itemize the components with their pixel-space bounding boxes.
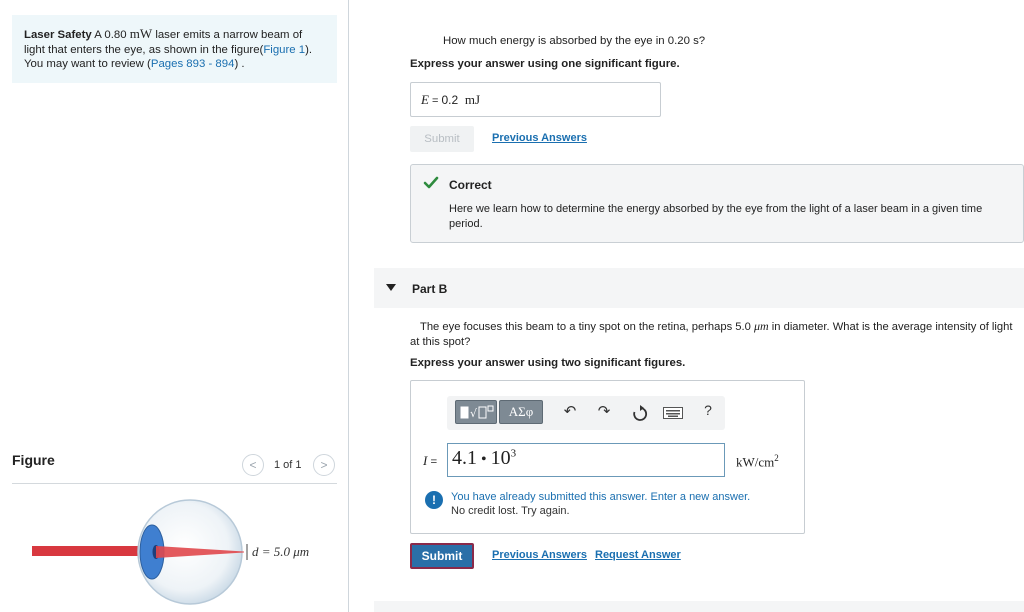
collapse-caret-icon[interactable] — [386, 284, 396, 291]
prev-figure-button[interactable]: < — [242, 454, 264, 476]
figure-title: Figure — [12, 452, 55, 468]
question-text: The eye focuses this beam to a tiny spot on the retina, perhaps 5.0 — [420, 321, 754, 333]
request-answer-link[interactable]: Request Answer — [595, 549, 681, 561]
reset-icon[interactable] — [631, 405, 649, 423]
intensity-unit — [736, 453, 779, 470]
unit-text: kW/cm — [736, 454, 775, 470]
part-b-header[interactable] — [374, 268, 1024, 308]
undo-icon[interactable]: ↶ — [563, 403, 577, 420]
alert-icon: ! — [425, 491, 443, 509]
answer-mantissa: 4.1 — [452, 447, 477, 469]
intensity-answer-input[interactable] — [447, 443, 725, 477]
figure-link[interactable]: Figure 1 — [263, 43, 306, 56]
part-b-instruction: Express your answer using two significant figures. — [410, 357, 686, 369]
part-b-question — [410, 319, 1022, 349]
laser-beam — [32, 546, 140, 556]
feedback-body: Here we learn how to determine the energy absorbed by the eye from the light of a laser beam in a given time period. — [449, 203, 983, 230]
warning-detail: No credit lost. Try again. — [451, 505, 570, 517]
next-figure-button[interactable]: > — [313, 454, 335, 476]
equals-sign: = — [427, 456, 438, 468]
warning-message: You have already submitted this answer. Enter a new answer. — [451, 491, 751, 503]
intro-text: A 0.80 — [91, 29, 130, 41]
intensity-label — [423, 453, 437, 469]
part-b-label: Part B — [412, 282, 448, 296]
math-toolbar — [447, 396, 725, 430]
answer-editor — [410, 380, 805, 534]
part-a-answer-field — [410, 82, 661, 117]
answer-exponent: 3 — [510, 447, 517, 460]
help-icon[interactable]: ? — [704, 402, 712, 418]
part-a-previous-answers-link[interactable]: Previous Answers — [492, 132, 587, 144]
page-indicator: 1 of 1 — [274, 459, 302, 471]
part-a-question: How much energy is absorbed by the eye in 0.20 s? — [443, 35, 706, 47]
part-b-previous-answers-link[interactable]: Previous Answers — [492, 549, 587, 561]
energy-variable: E — [421, 92, 429, 107]
svg-text:√: √ — [470, 407, 478, 420]
part-a-answer-value: 0.2 — [441, 93, 459, 107]
pages-link[interactable]: Pages 893 - 894 — [150, 58, 235, 71]
equals-sign: = — [428, 95, 442, 107]
answer-base: 10 — [490, 447, 511, 469]
intensity-variable: I — [423, 453, 428, 468]
micrometer-unit: μm — [753, 319, 769, 333]
figure-header — [12, 448, 337, 484]
left-panel — [0, 0, 349, 612]
power-unit: mW — [129, 26, 153, 41]
check-icon — [423, 175, 439, 191]
intro-text: ) . — [234, 58, 245, 71]
correct-feedback — [410, 164, 1024, 243]
next-part-strip — [374, 601, 1024, 612]
part-a-submit-button: Submit — [410, 126, 474, 152]
templates-button[interactable] — [455, 400, 497, 424]
problem-title: Laser Safety — [24, 29, 92, 41]
problem-intro — [12, 15, 337, 83]
unit-exponent: 2 — [774, 453, 779, 463]
keyboard-icon[interactable] — [663, 407, 683, 419]
templates-icon — [456, 401, 496, 423]
intro-text: ). You may want to review ( — [24, 43, 313, 71]
part-a-instruction: Express your answer using one significant figure. — [410, 58, 680, 70]
multiply-dot: • — [477, 451, 491, 468]
part-a-answer-unit: mJ — [464, 92, 481, 107]
question-text: in diameter. What is the average intensity of light at this spot? — [410, 321, 1013, 348]
part-b-submit-button[interactable]: Submit — [410, 543, 474, 569]
redo-icon[interactable]: ↷ — [597, 403, 611, 420]
eye-laser-figure — [12, 490, 332, 610]
greek-symbols-button[interactable]: ΑΣφ — [499, 400, 543, 424]
diameter-label: d = 5.0 μm — [252, 544, 310, 559]
intro-text: laser emits a narrow beam of light that enters the eye, as shown in the figure( — [24, 29, 303, 56]
feedback-title: Correct — [449, 178, 492, 192]
